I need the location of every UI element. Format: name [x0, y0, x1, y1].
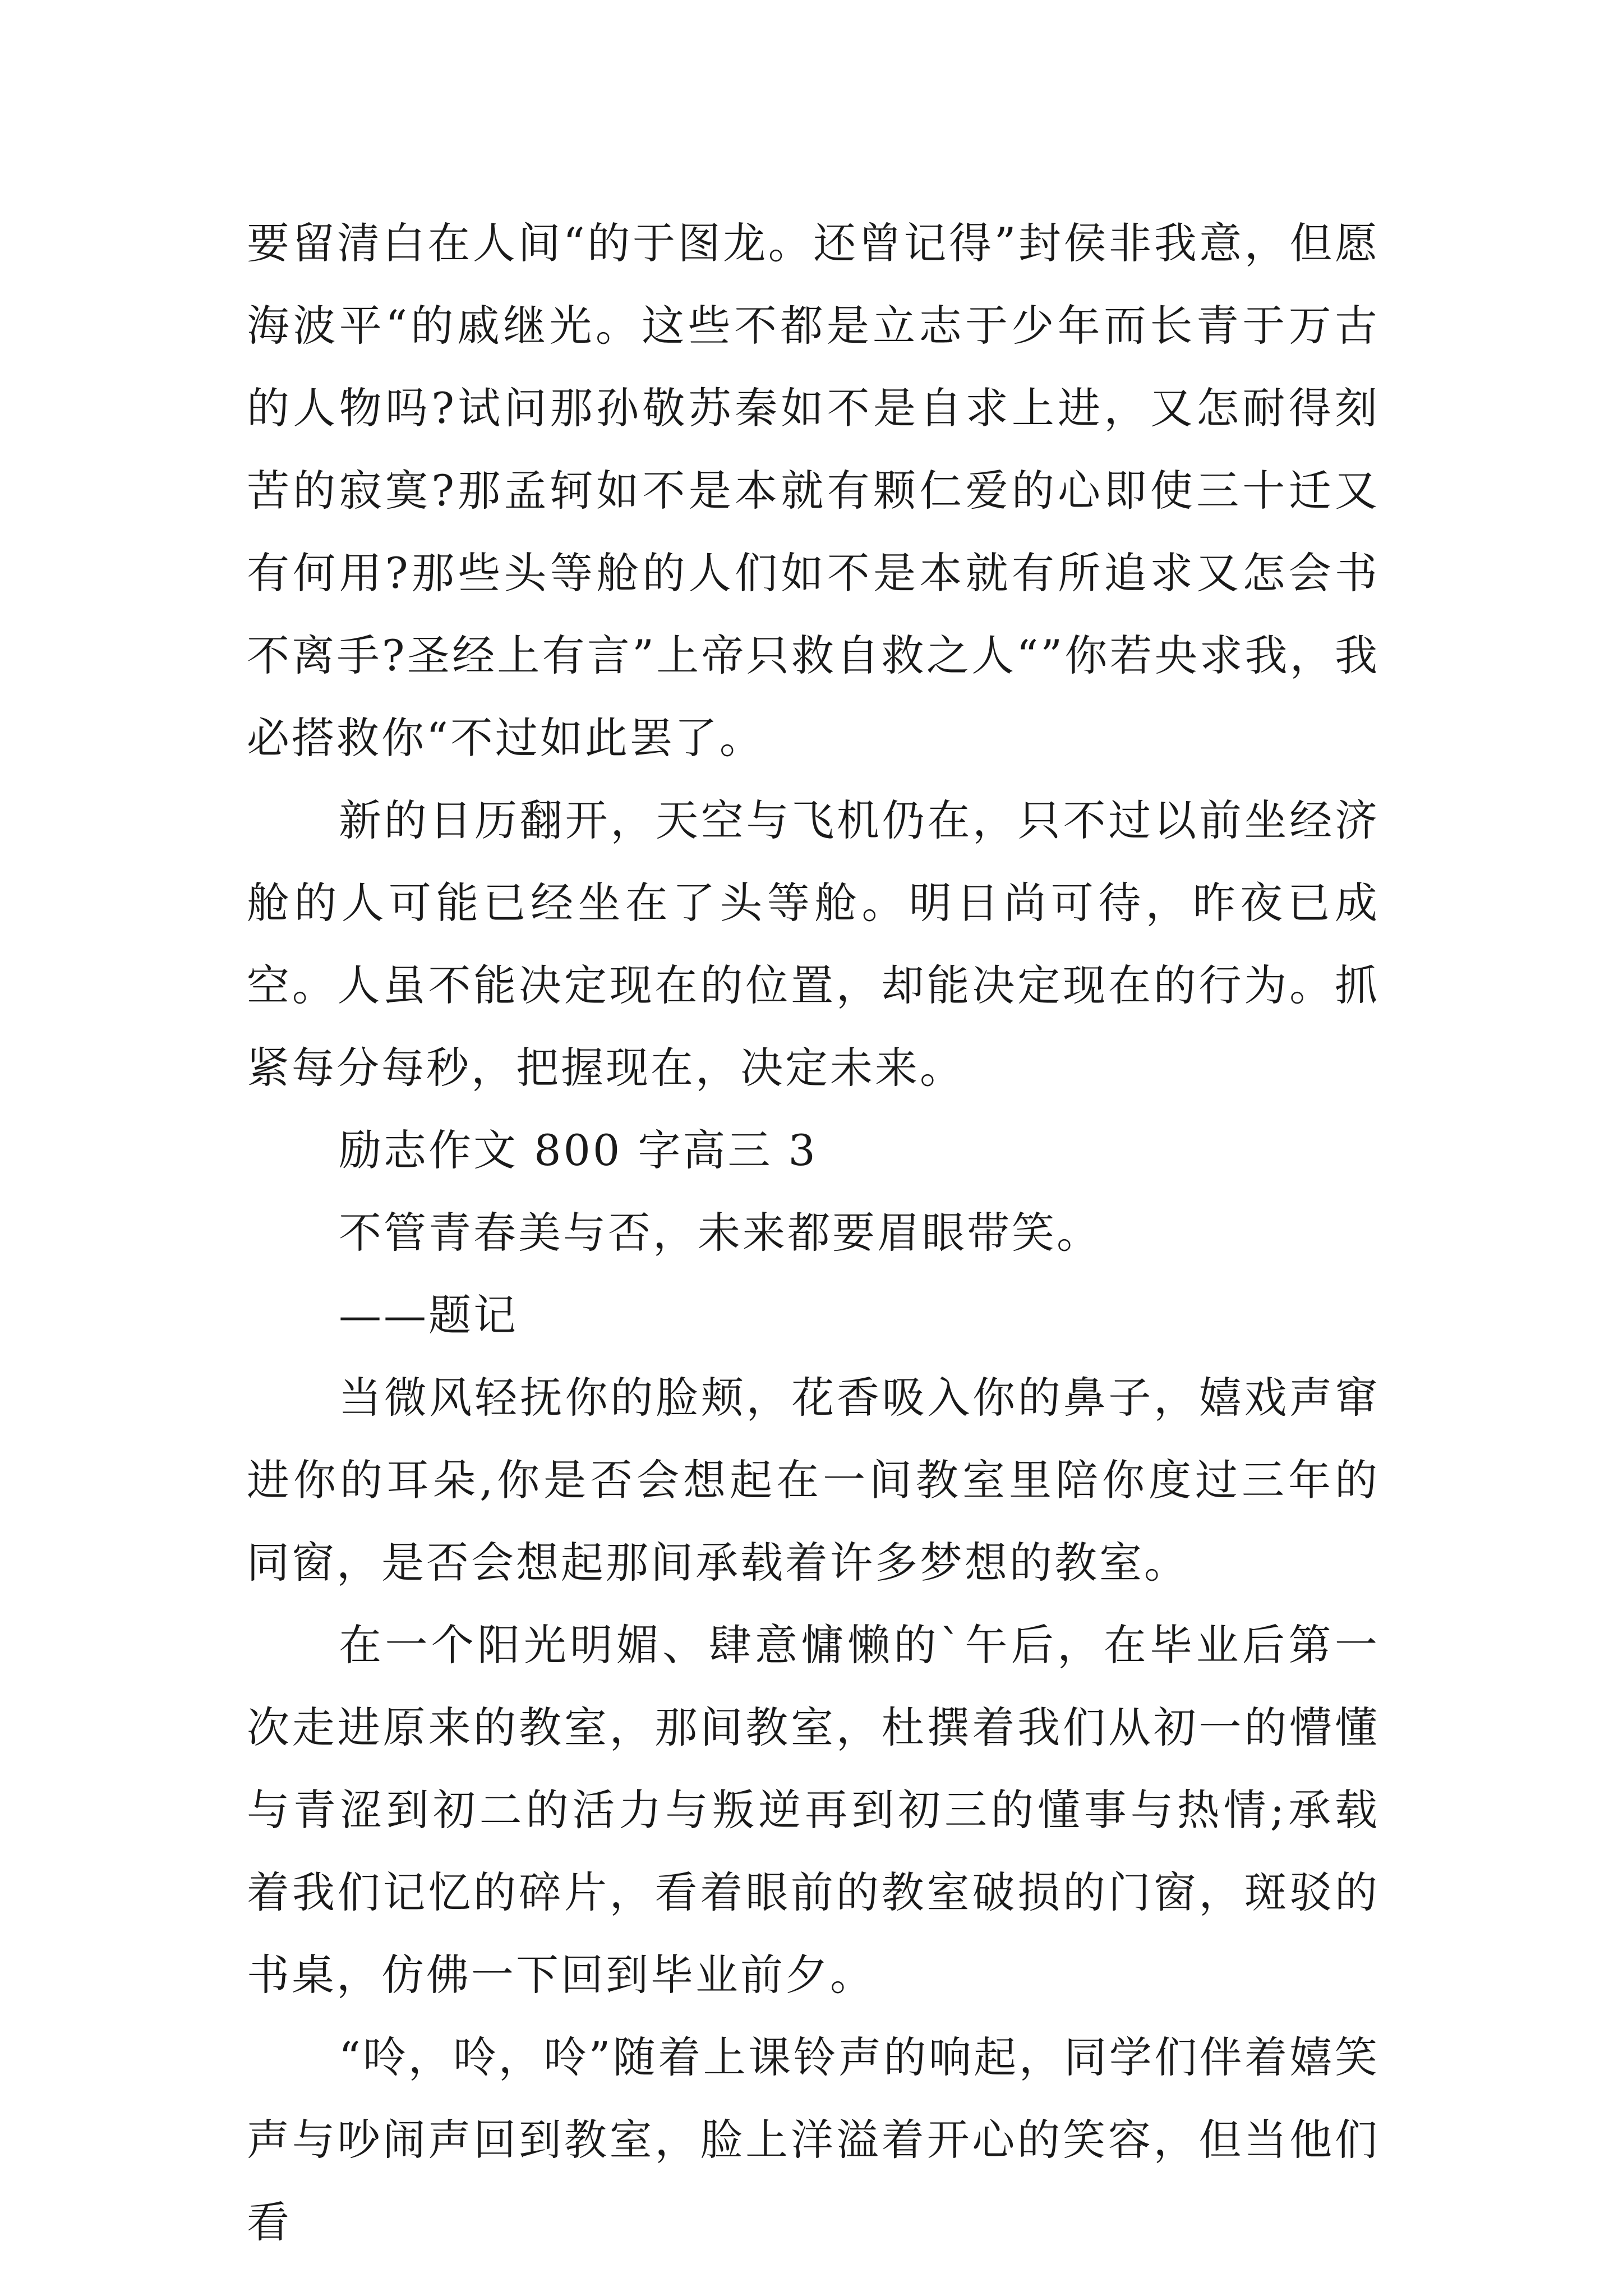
- epigraph-attribution: ——题记: [339, 1290, 518, 1340]
- essay-heading: 励志作文 800 字高三 3: [339, 1125, 818, 1175]
- paragraph-6: 当微风轻抚你的脸颊，花香吸入你的鼻子，嬉戏声窜进你的耳朵,你是否会想起在一间教室里陪你度过三年的同窗，是否会想起那间承载着许多梦想的教室。: [247, 1373, 1380, 1588]
- paragraph-7: 在一个阳光明媚、肆意慵懒的`午后，在毕业后第一次走进原来的教室，那间教室，杜撰着我们从初一的懵懂与青涩到初二的活力与叛逆再到初三的懂事与热情;承载着我们记忆的碎片，看着眼前的教室破损的门窗，斑驳的书桌，仿佛一下回到毕业前夕。: [247, 1620, 1380, 2000]
- paragraph-8: “呤，呤，呤”随着上课铃声的响起，同学们伴着嬉笑声与吵闹声回到教室，脸上洋溢着开心的笑容，但当他们看: [247, 2032, 1380, 2247]
- paragraph-1: 要留清白在人间“的于图龙。还曾记得”封侯非我意，但愿海波平“的戚继光。这些不都是立志于少年而长青于万古的人物吗?试问那孙敬苏秦如不是自求上进，又怎耐得刻苦的寂寞?那孟轲如不是本就有颗仁爱的心即使三十迁又有何用?那些头等舱的人们如不是本就有所追求又怎会书不离手?圣经上有言”上帝只救自救之人“”你若央求我，我必搭救你“不过如此罢了。: [247, 218, 1380, 763]
- body-text: [247, 202, 1380, 2263]
- epigraph: 不管青春美与否，未来都要眉眼带笑。: [339, 1208, 1101, 1258]
- paragraph-2: 新的日历翻开，天空与飞机仍在，只不过以前坐经济舱的人可能已经坐在了头等舱。明日尚可待，昨夜已成空。人虽不能决定现在的位置，却能决定现在的行为。抓紧每分每秒，把握现在，决定未来。: [247, 795, 1380, 1093]
